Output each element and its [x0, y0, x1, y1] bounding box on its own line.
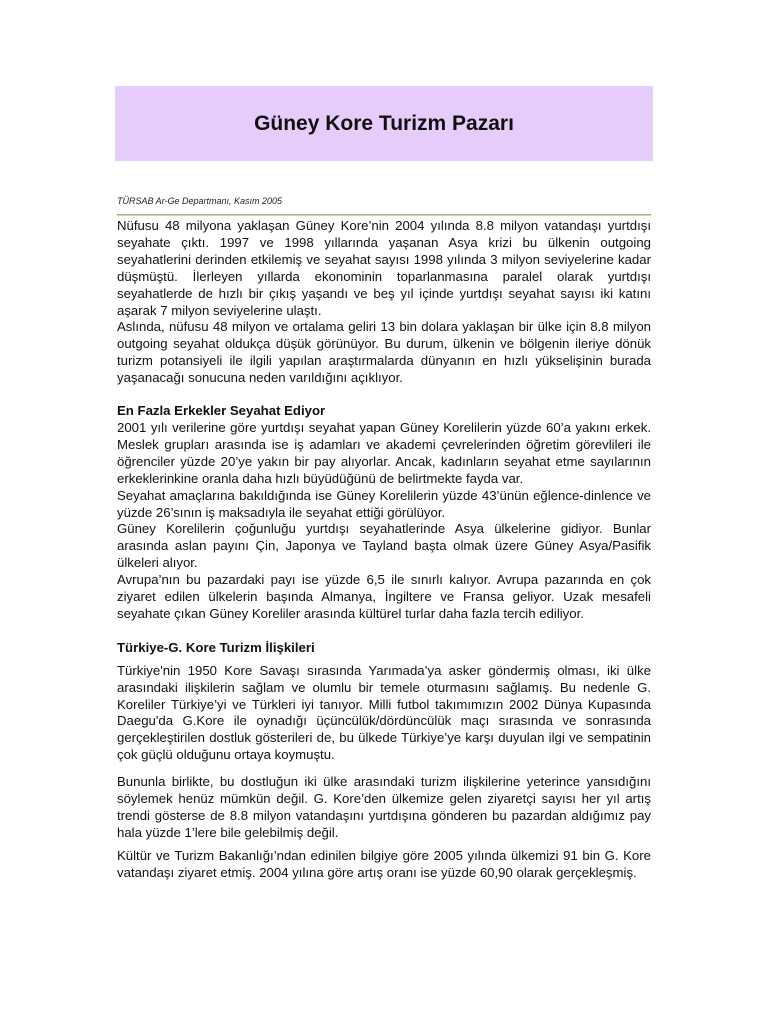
- source-note: TÜRSAB Ar-Ge Departmanı, Kasım 2005: [117, 196, 283, 206]
- intro-paragraph-1: Nüfusu 48 milyona yaklaşan Güney Kore’nin 2004 yılında 8.8 milyon vatandaşı yurtdışı seyahate çıktı. 1997 ve 1998 yıllarında yaşanan Asya krizi bu ülkenin outgoing seyahatlerini derinden etkilemiş ve seyahat sayısı 1998 yılında 3 milyon seviyelerine kadar düşmüştü. İlerleyen yıllarda ekonominin toparlanmasına paralel olarak yurtdışı seyahatlerde de hızlı bir çıkış yaşandı ve beş yıl içinde yurtdışı seyahat sayısı iki katını aşarak 7 milyon seviyelerine ulaştı.: [117, 218, 651, 318]
- section-heading-gender: En Fazla Erkekler Seyahat Ediyor: [117, 403, 326, 419]
- article-body: [117, 218, 651, 882]
- section1-paragraph-4: Avrupa’nın bu pazardaki payı ise yüzde 6,5 ile sınırlı kalıyor. Avrupa pazarında en çok ziyaret edilen ülkelerin başında Almanya, İngiltere ve Fransa geliyor. Uzak mesafeli seyahate çıkan Güney Koreliler arasında kültürel turlar daha fazla tercih ediliyor.: [117, 572, 651, 621]
- section1-paragraph-1: 2001 yılı verilerine göre yurtdışı seyahat yapan Güney Korelilerin yüzde 60’a yakını erkek. Meslek grupları arasında ise iş adamları ve akademi çevrelerinden öğretim görevlileri ile öğrenciler yüzde 20’ye yakın bir pay alıyorlar. Ancak, kadınların seyahat etme sayılarının erkeklerinkine oranla daha hızlı büyüdüğünü de belirtmekte fayda var.: [117, 419, 651, 486]
- section1-paragraph-3: Güney Korelilerin çoğunluğu yurtdışı seyahatlerinde Asya ülkelerine gidiyor. Bunlar arasında aslan payını Çin, Japonya ve Tayland başta olmak üzere Güney Asya/Pasifik ülkeleri alıyor.: [117, 521, 651, 571]
- title-banner: [115, 86, 653, 161]
- page-title: Güney Kore Turizm Pazarı: [254, 111, 514, 135]
- intro-paragraph-2: Aslında, nüfusu 48 milyon ve ortalama geliri 13 bin dolara yaklaşan bir ülke için 8.8 milyon outgoing seyahat oldukça düşük görünüyor. Bu durum, ülkenin ve bölgenin ileriye dönük turizm potansiyeli ile ilgili yapılan araştırmalarda dünyanın en hızlı yükselişinin burada yaşanacağı sonucuna neden varıldığını açıklıyor.: [117, 319, 651, 386]
- divider: [117, 214, 651, 216]
- section-heading-relations: Türkiye-G. Kore Turizm İlişkileri: [117, 639, 315, 655]
- section2-paragraph-1: Türkiye'nin 1950 Kore Savaşı sırasında Yarımada’ya asker göndermiş olması, iki ülke arasındaki ilişkilerin sağlam ve olumlu bir temele oturmasını sağlamış. Bu nedenle G. Koreliler Türkiye’yi ve Türkleri iyi tanıyor. Milli futbol takımımızın 2002 Dünya Kupasında Daegu'da G.Kore ile oynadığı üçüncülük/dördüncülük maçı sırasında ve sonrasında gerçekleştirilen dostluk gösterileri de, bu ülkede Türkiye’ye karşı duyulan ilgi ve sempatinin çok güçlü olduğunu ortaya koymuştu.: [117, 662, 651, 763]
- section2-paragraph-3: Kültür ve Turizm Bakanlığı’ndan edinilen bilgiye göre 2005 yılında ülkemizi 91 bin G. Kore vatandaşı ziyaret etmiş. 2004 yılına göre artış oranı ise yüzde 60,90 olarak gerçekleşmiş.: [117, 847, 651, 880]
- section2-paragraph-2: Bununla birlikte, bu dostluğun iki ülke arasındaki turizm ilişkilerine yeterince yansıdığını söylemek henüz mümkün değil. G. Kore’den ülkemize gelen ziyaretçi sayısı her yıl artış trendi gösterse de 8.8 milyon vatandaşını yurtdışına gönderen bu pazardan aldığımız pay hala yüzde 1’lere bile gelebilmiş değil.: [117, 774, 651, 840]
- section1-paragraph-2: Seyahat amaçlarına bakıldığında ise Güney Korelilerin yüzde 43’ünün eğlence-dinlence ve yüzde 26’sının iş maksadıyla ile seyahat ettiği görülüyor.: [117, 487, 651, 520]
